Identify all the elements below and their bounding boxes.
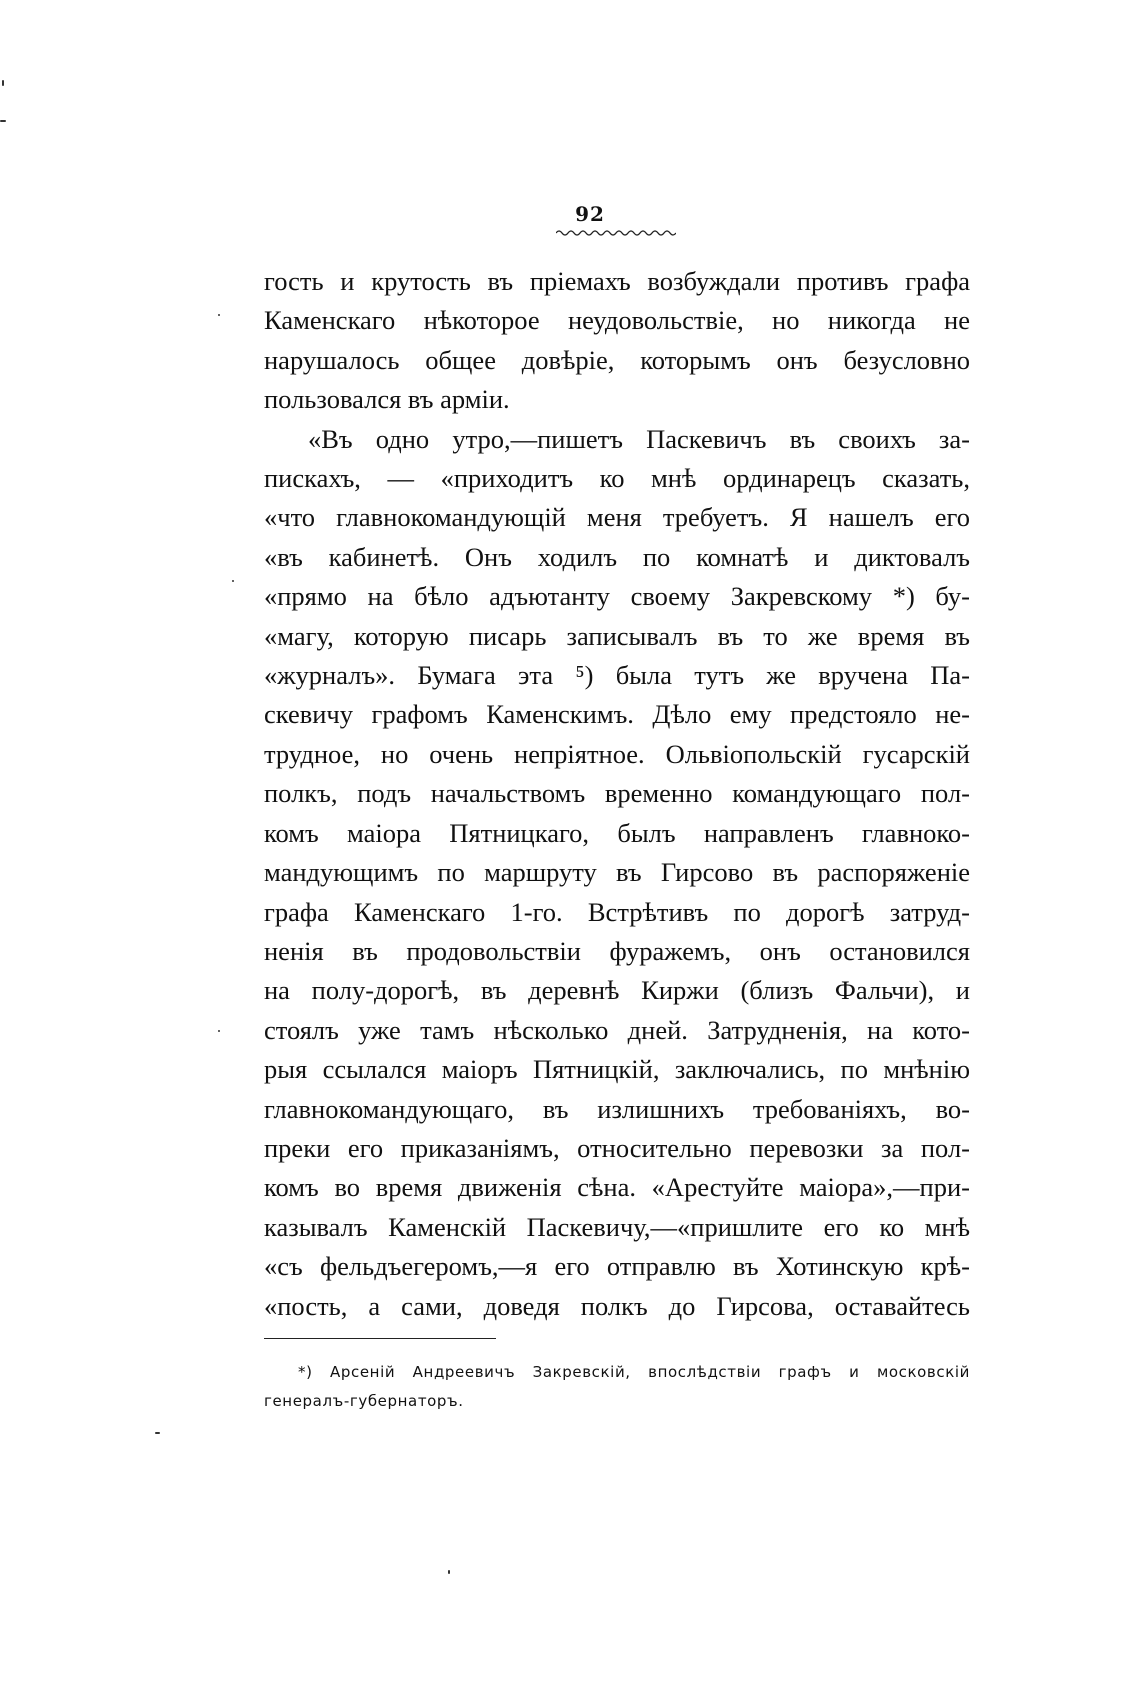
footnote-line: генералъ-губернаторъ. — [264, 1392, 464, 1410]
body-text — [264, 262, 970, 1326]
text-line: главнокомандующаго, въ излишнихъ требованіяхъ, во- — [264, 1093, 970, 1124]
scan-speck — [218, 314, 220, 316]
text-line: на полу-дорогѣ, въ деревнѣ Киржи (близъ Фальчи), и — [264, 975, 970, 1006]
text-line: «Въ одно утро,—пишетъ Паскевичъ въ своихъ за- — [308, 423, 970, 454]
footnote-line: *) Арсеній Андреевичъ Закревскій, впослѣдствіи графъ и московскій — [298, 1363, 970, 1381]
text-line: гость и крутость въ пріемахъ возбуждали противъ графа — [264, 266, 970, 296]
scan-speck — [155, 1432, 160, 1434]
scan-speck — [2, 80, 4, 86]
text-line: нарушалось общее довѣріе, которымъ онъ безусловно — [264, 344, 970, 375]
text-line: преки его приказаніямъ, относительно перевозки за пол- — [264, 1132, 970, 1163]
text-line: мандующимъ по маршруту въ Гирсово въ распоряженіе — [264, 857, 970, 888]
scan-speck — [232, 580, 234, 582]
footnote — [264, 1358, 970, 1416]
text-line: «съ фельдъегеромъ,—я его отправлю въ Хотинскую крѣ- — [264, 1251, 970, 1282]
text-line: «журналъ». Бумага эта ⁵) была тутъ же вручена Па- — [264, 660, 970, 691]
text-line: графа Каменскаго 1-го. Встрѣтивъ по дорогѣ затруд- — [264, 896, 970, 927]
text-line: комъ маіора Пятницкаго, былъ направленъ главноко- — [264, 817, 970, 848]
text-line: скевичу графомъ Каменскимъ. Дѣло ему предстояло не- — [264, 699, 970, 730]
page-number-ornament — [556, 228, 676, 238]
text-line: пискахъ, — «приходитъ ко мнѣ ординарецъ сказать, — [264, 463, 970, 494]
text-line: стоялъ уже тамъ нѣсколько дней. Затрудненія, на кото- — [264, 1014, 970, 1045]
text-line: «въ кабинетѣ. Онъ ходилъ по комнатѣ и диктовалъ — [264, 541, 970, 572]
scan-speck — [448, 1570, 450, 1574]
text-line: «магу, которую писарь записывалъ въ то же время въ — [264, 620, 970, 651]
text-line: «пость, а сами, доведя полкъ до Гирсова, оставайтесь — [264, 1290, 970, 1321]
text-line: рыя ссылался маіоръ Пятницкій, заключались, по мнѣнію — [264, 1054, 970, 1085]
text-line: казывалъ Каменскій Паскевичу,—«пришлите его ко мнѣ — [264, 1211, 970, 1242]
text-line: ненія въ продовольствіи фуражемъ, онъ остановился — [264, 935, 970, 966]
text-line: Каменскаго нѣкоторое неудовольствіе, но никогда не — [264, 305, 970, 336]
text-line: комъ во время движенія сѣна. «Арестуйте маіора»,—при- — [264, 1172, 970, 1203]
scan-speck — [218, 1030, 220, 1032]
scan-speck — [0, 120, 6, 122]
text-line: полкъ, подъ начальствомъ временно командующаго пол- — [264, 778, 970, 809]
text-line: «прямо на бѣло адъютанту своему Закревскому *) бу- — [264, 581, 970, 612]
footnote-rule — [264, 1338, 496, 1339]
text-line: пользовался въ арміи. — [264, 384, 510, 415]
page-number: 92 — [575, 202, 605, 226]
text-line: трудное, но очень непріятное. Ольвіопольскій гусарскій — [264, 738, 970, 769]
text-line: «что главнокомандующій меня требуетъ. Я нашелъ его — [264, 502, 970, 533]
